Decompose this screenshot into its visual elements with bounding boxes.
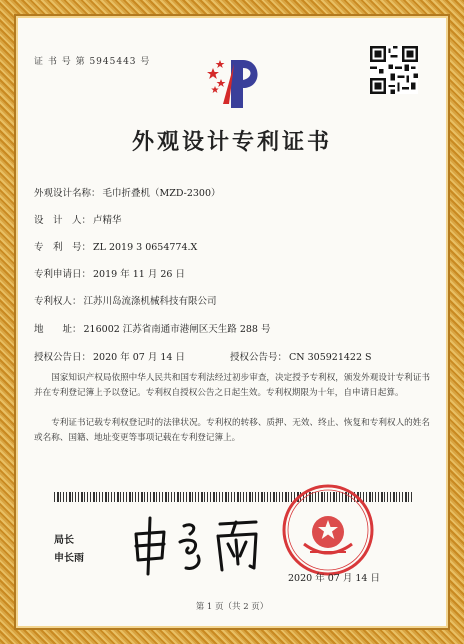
patent-office-emblem-icon	[201, 46, 271, 116]
seal-date: 2020 年 07 月 14 日	[288, 573, 380, 584]
filing-date-label: 专利申请日：	[34, 269, 92, 280]
address-label: 地 址：	[34, 324, 82, 335]
designer-field	[34, 212, 122, 226]
filing-date-value: 2019 年 11 月 26 日	[93, 269, 185, 280]
announcement-date-field	[34, 349, 185, 363]
patentee-value: 江苏川岛流涤机械科技有限公司	[83, 296, 217, 307]
certificate-number: 证 书 号 第 5945443 号	[34, 57, 151, 67]
patent-number-field	[34, 239, 197, 253]
qr-code-icon	[370, 46, 418, 94]
announcement-date-label: 授权公告日：	[34, 352, 92, 363]
grant-statement-paragraph: 国家知识产权局依照中华人民共和国专利法经过初步审查，决定授予专利权，颁发外观设计专利证书并在专利登记簿上予以登记。专利权自授权公告之日起生效。专利权期限为十年，自申请日起算。	[34, 373, 430, 398]
director-signature-icon	[128, 512, 268, 578]
announcement-number-field	[230, 349, 372, 363]
patentee-field	[34, 293, 217, 307]
director-title: 局长	[54, 535, 74, 546]
patentee-label: 专利权人：	[34, 296, 82, 307]
designer-value: 卢精华	[93, 215, 122, 226]
design-name-label: 外观设计名称：	[34, 188, 101, 199]
design-name-value: 毛巾折叠机（MZD-2300）	[102, 188, 221, 199]
address-value: 216002 江苏省南通市港闸区天生路 288 号	[83, 324, 271, 335]
legal-status-paragraph: 专利证书记载专利权登记时的法律状况。专利权的转移、质押、无效、终止、恢复和专利权人的姓名或名称、国籍、地址变更等事项记载在专利登记簿上。	[34, 418, 430, 443]
office-seal-icon	[280, 482, 376, 578]
designer-label: 设 计 人：	[34, 215, 92, 226]
patent-number-value: ZL 2019 3 0654774.X	[93, 242, 198, 253]
director-name: 申长雨	[54, 553, 84, 564]
announcement-date-value: 2020 年 07 月 14 日	[93, 352, 185, 363]
certificate-title: 外观设计专利证书	[131, 129, 332, 155]
patent-number-label: 专 利 号：	[34, 242, 92, 253]
page-number: 第 1 页（共 2 页）	[195, 602, 269, 612]
address-field	[34, 321, 270, 335]
announcement-number-value: CN 305921422 S	[289, 352, 372, 363]
design-name-field	[34, 185, 221, 199]
announcement-number-label: 授权公告号：	[230, 352, 288, 363]
filing-date-field	[34, 266, 185, 280]
